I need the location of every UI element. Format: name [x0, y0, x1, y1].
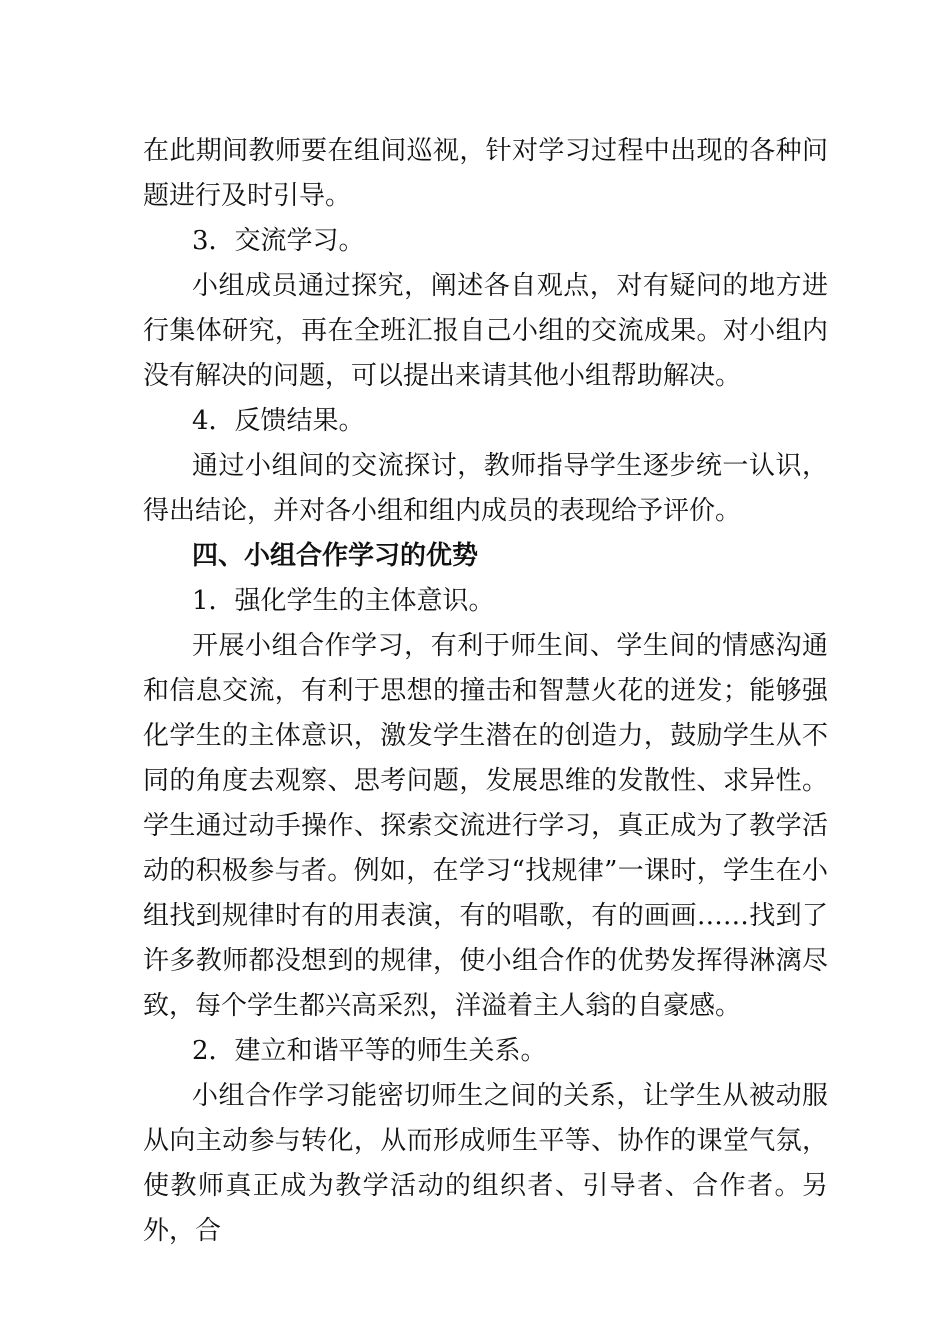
paragraph-exchange-learning: 小组成员通过探究，阐述各自观点，对有疑问的地方进行集体研究，再在全班汇报自己小组的交流成果。对小组内没有解决的问题，可以提出来请其他小组帮助解决。 [143, 271, 828, 391]
subheading-feedback-results: 4．反馈结果。 [192, 406, 365, 436]
subheading-subject-awareness: 1．强化学生的主体意识。 [192, 586, 495, 616]
section-heading-advantages: 四、小组合作学习的优势 [192, 541, 479, 571]
subheading-teacher-student-relations: 2．建立和谐平等的师生关系。 [192, 1036, 547, 1066]
paragraph-teacher-student-relations: 小组合作学习能密切师生之间的关系，让学生从被动服从向主动参与转化，从而形成师生平等、协作的课堂气氛，使教师真正成为教学活动的组织者、引导者、合作者。另外，合 [143, 1081, 828, 1246]
paragraph-feedback-results: 通过小组间的交流探讨，教师指导学生逐步统一认识，得出结论，并对各小组和组内成员的表现给予评价。 [143, 451, 828, 526]
document-body [143, 129, 828, 1254]
subheading-exchange-learning: 3．交流学习。 [192, 226, 365, 256]
paragraph-subject-awareness: 开展小组合作学习，有利于师生间、学生间的情感沟通和信息交流，有利于思想的撞击和智慧火花的迸发；能够强化学生的主体意识，激发学生潜在的创造力，鼓励学生从不同的角度去观察、思考问题，发展思维的发散性、求异性。学生通过动手操作、探索交流进行学习，真正成为了教学活动的积极参与者。例如，在学习“找规律”一课时，学生在小组找到规律时有的用表演，有的唱歌，有的画画……找到了许多教师都没想到的规律，使小组合作的优势发挥得淋漓尽致，每个学生都兴高采烈，洋溢着主人翁的自豪感。 [143, 631, 828, 1021]
paragraph-continued: 在此期间教师要在组间巡视，针对学习过程中出现的各种问题进行及时引导。 [143, 136, 828, 211]
